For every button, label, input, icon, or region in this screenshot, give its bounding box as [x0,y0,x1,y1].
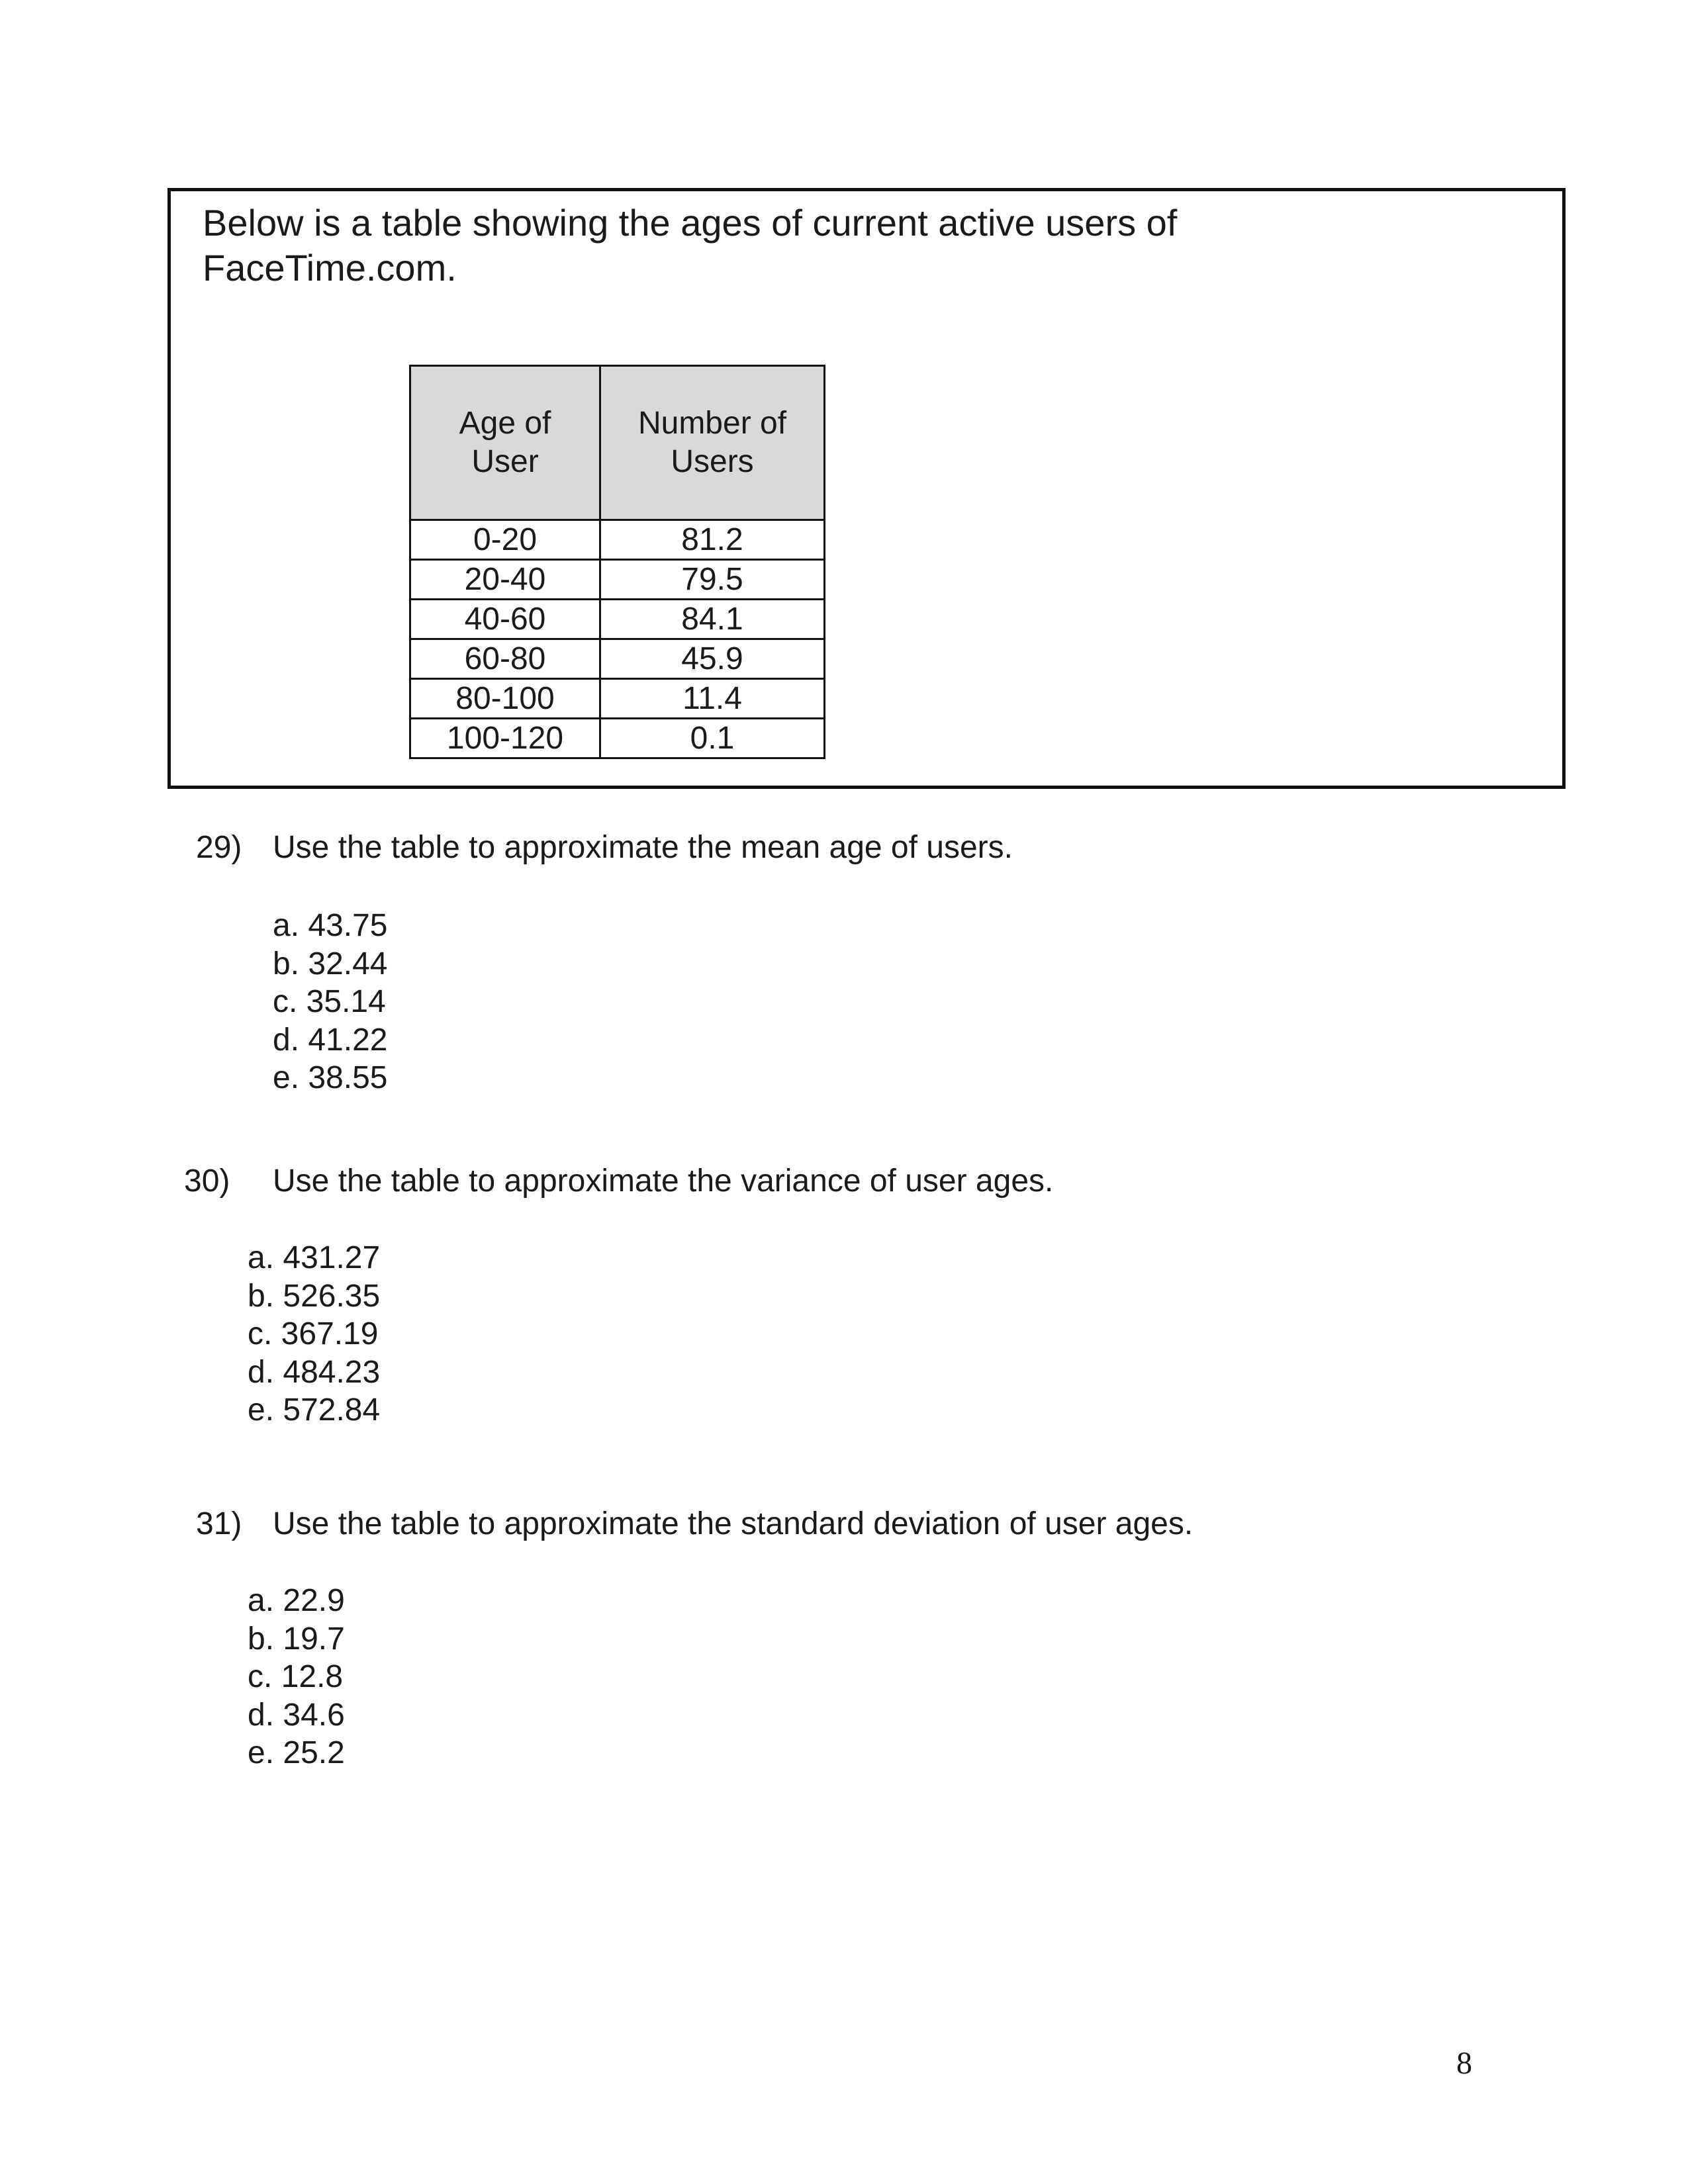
age-users-table [409,365,825,759]
answer-option[interactable]: c. 367.19 [248,1316,379,1351]
answer-options [248,1239,380,1430]
table-row [410,600,825,639]
users-cell: 84.1 [600,600,825,639]
question-text: Use the table to approximate the standard deviation of user ages. [273,1506,1194,1541]
answer-option[interactable]: e. 38.55 [273,1060,388,1095]
users-cell: 81.2 [600,520,825,560]
age-cell: 20-40 [410,560,600,600]
question-number: 29) [196,830,242,865]
answer-option[interactable]: a. 43.75 [273,908,388,943]
answer-option[interactable]: e. 25.2 [248,1735,345,1770]
age-cell: 80-100 [410,679,600,719]
question-number: 30) [184,1163,230,1199]
table-row [410,520,825,560]
answer-option[interactable]: d. 41.22 [273,1022,388,1058]
age-cell: 100-120 [410,719,600,758]
users-cell: 79.5 [600,560,825,600]
answer-option[interactable]: a. 431.27 [248,1240,381,1275]
intro-text [203,201,1460,291]
answer-option[interactable]: e. 572.84 [248,1392,381,1428]
question-text: Use the table to approximate the mean age of users. [273,830,1013,865]
answer-options [248,1582,345,1772]
answer-option[interactable]: c. 12.8 [248,1659,344,1694]
intro-box [167,188,1566,789]
table-row [410,639,825,679]
table-row [410,560,825,600]
age-cell: 60-80 [410,639,600,679]
answer-option[interactable]: b. 19.7 [248,1621,345,1657]
answer-option[interactable]: d. 34.6 [248,1697,345,1733]
users-cell: 11.4 [600,679,825,719]
page-number: 8 [1456,2046,1472,2081]
question-number: 31) [196,1506,242,1541]
answer-option[interactable]: d. 484.23 [248,1354,381,1390]
answer-option[interactable]: c. 35.14 [273,984,386,1019]
header-age-of-user: Age of User [410,366,600,520]
table-row [410,679,825,719]
table-row [410,719,825,758]
answer-option[interactable]: b. 32.44 [273,946,388,981]
age-cell: 0-20 [410,520,600,560]
table-header-row [410,366,825,520]
answer-option[interactable]: a. 22.9 [248,1583,345,1618]
age-cell: 40-60 [410,600,600,639]
intro-text-line-2: FaceTime.com. [203,247,457,289]
answer-options [273,907,387,1097]
header-number-of-users: Number of Users [600,366,825,520]
question-text: Use the table to approximate the variance of user ages. [273,1163,1054,1199]
users-cell: 0.1 [600,719,825,758]
intro-text-line-1: Below is a table showing the ages of current active users of [203,202,1178,244]
answer-option[interactable]: b. 526.35 [248,1278,381,1314]
users-cell: 45.9 [600,639,825,679]
